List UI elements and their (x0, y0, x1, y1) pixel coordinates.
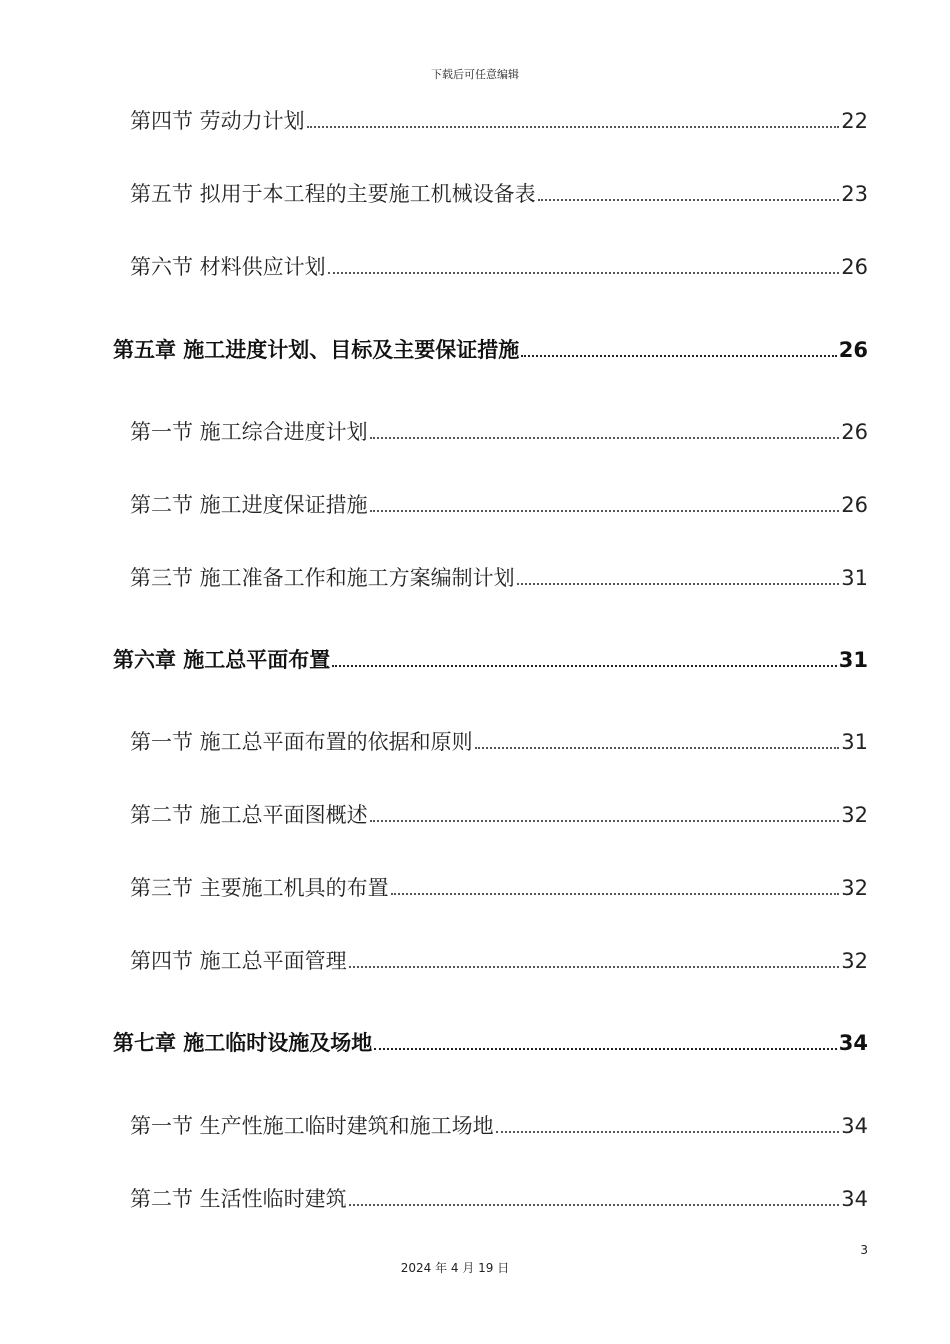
toc-entry-label: 第七章 施工临时设施及场地 (113, 1031, 373, 1055)
toc-entry-page: 31 (841, 566, 868, 590)
toc-dot-leader (475, 732, 840, 752)
toc-entry-page: 26 (841, 420, 868, 444)
page-header: 下载后可任意编辑 (431, 68, 519, 81)
toc-entry-label: 第二节 生活性临时建筑 (130, 1187, 347, 1211)
toc-entry-page: 31 (838, 648, 868, 672)
toc-entry-label: 第二节 施工进度保证措施 (130, 493, 368, 517)
toc-entry[interactable] (130, 872, 868, 904)
toc-entry-page: 34 (841, 1114, 868, 1138)
toc-entry-page: 26 (841, 255, 868, 279)
page-number: 3 (860, 1243, 868, 1257)
toc-entry[interactable] (130, 562, 868, 594)
toc-chapter-entry[interactable] (113, 644, 868, 676)
toc-entry-page: 32 (841, 876, 868, 900)
toc-entry-label: 第一节 施工综合进度计划 (130, 420, 368, 444)
toc-chapter-entry[interactable] (113, 1027, 868, 1059)
toc-entry[interactable] (130, 1183, 868, 1215)
toc-dot-leader (349, 951, 840, 971)
toc-entry-label: 第四节 施工总平面管理 (130, 949, 347, 973)
toc-dot-leader (538, 184, 840, 204)
toc-entry[interactable] (130, 799, 868, 831)
toc-entry-page: 32 (841, 803, 868, 827)
toc-entry-page: 34 (841, 1187, 868, 1211)
toc-entry[interactable] (130, 251, 868, 283)
toc-dot-leader (517, 568, 840, 588)
toc-entry-label: 第五节 拟用于本工程的主要施工机械设备表 (130, 182, 536, 206)
toc-dot-leader (496, 1116, 840, 1136)
toc-dot-leader (370, 422, 840, 442)
toc-entry[interactable] (130, 1110, 868, 1142)
toc-dot-leader (521, 340, 836, 360)
toc-entry-label: 第六章 施工总平面布置 (113, 648, 331, 672)
toc-entry-label: 第三节 主要施工机具的布置 (130, 876, 389, 900)
toc-dot-leader (374, 1033, 836, 1053)
toc-dot-leader (370, 495, 840, 515)
toc-entry[interactable] (130, 416, 868, 448)
toc-entry[interactable] (130, 945, 868, 977)
toc-entry-page: 23 (841, 182, 868, 206)
page-footer-date: 2024 年 4 月 19 日 (400, 1261, 510, 1275)
toc-entry-page: 34 (838, 1031, 868, 1055)
toc-dot-leader (391, 878, 840, 898)
toc-entry-page: 26 (838, 338, 868, 362)
toc-entry-page: 22 (841, 109, 868, 133)
toc-entry[interactable] (130, 178, 868, 210)
toc-dot-leader (328, 257, 840, 277)
toc-entry-label: 第五章 施工进度计划、目标及主要保证措施 (113, 338, 520, 362)
toc-dot-leader (349, 1189, 840, 1209)
toc-entry-label: 第一节 施工总平面布置的依据和原则 (130, 730, 473, 754)
toc-entry[interactable] (130, 726, 868, 758)
toc-entry-label: 第六节 材料供应计划 (130, 255, 326, 279)
toc-entry-page: 26 (841, 493, 868, 517)
toc-chapter-entry[interactable] (113, 334, 868, 366)
toc-entry-label: 第一节 生产性施工临时建筑和施工场地 (130, 1114, 494, 1138)
toc-entry[interactable] (130, 489, 868, 521)
toc-entry-page: 32 (841, 949, 868, 973)
toc-dot-leader (370, 805, 840, 825)
toc-entry-label: 第四节 劳动力计划 (130, 109, 305, 133)
toc-entry-label: 第三节 施工准备工作和施工方案编制计划 (130, 566, 515, 590)
toc-dot-leader (307, 111, 840, 131)
toc-entry[interactable] (130, 105, 868, 137)
toc-entry-label: 第二节 施工总平面图概述 (130, 803, 368, 827)
toc-dot-leader (332, 650, 836, 670)
toc-entry-page: 31 (841, 730, 868, 754)
